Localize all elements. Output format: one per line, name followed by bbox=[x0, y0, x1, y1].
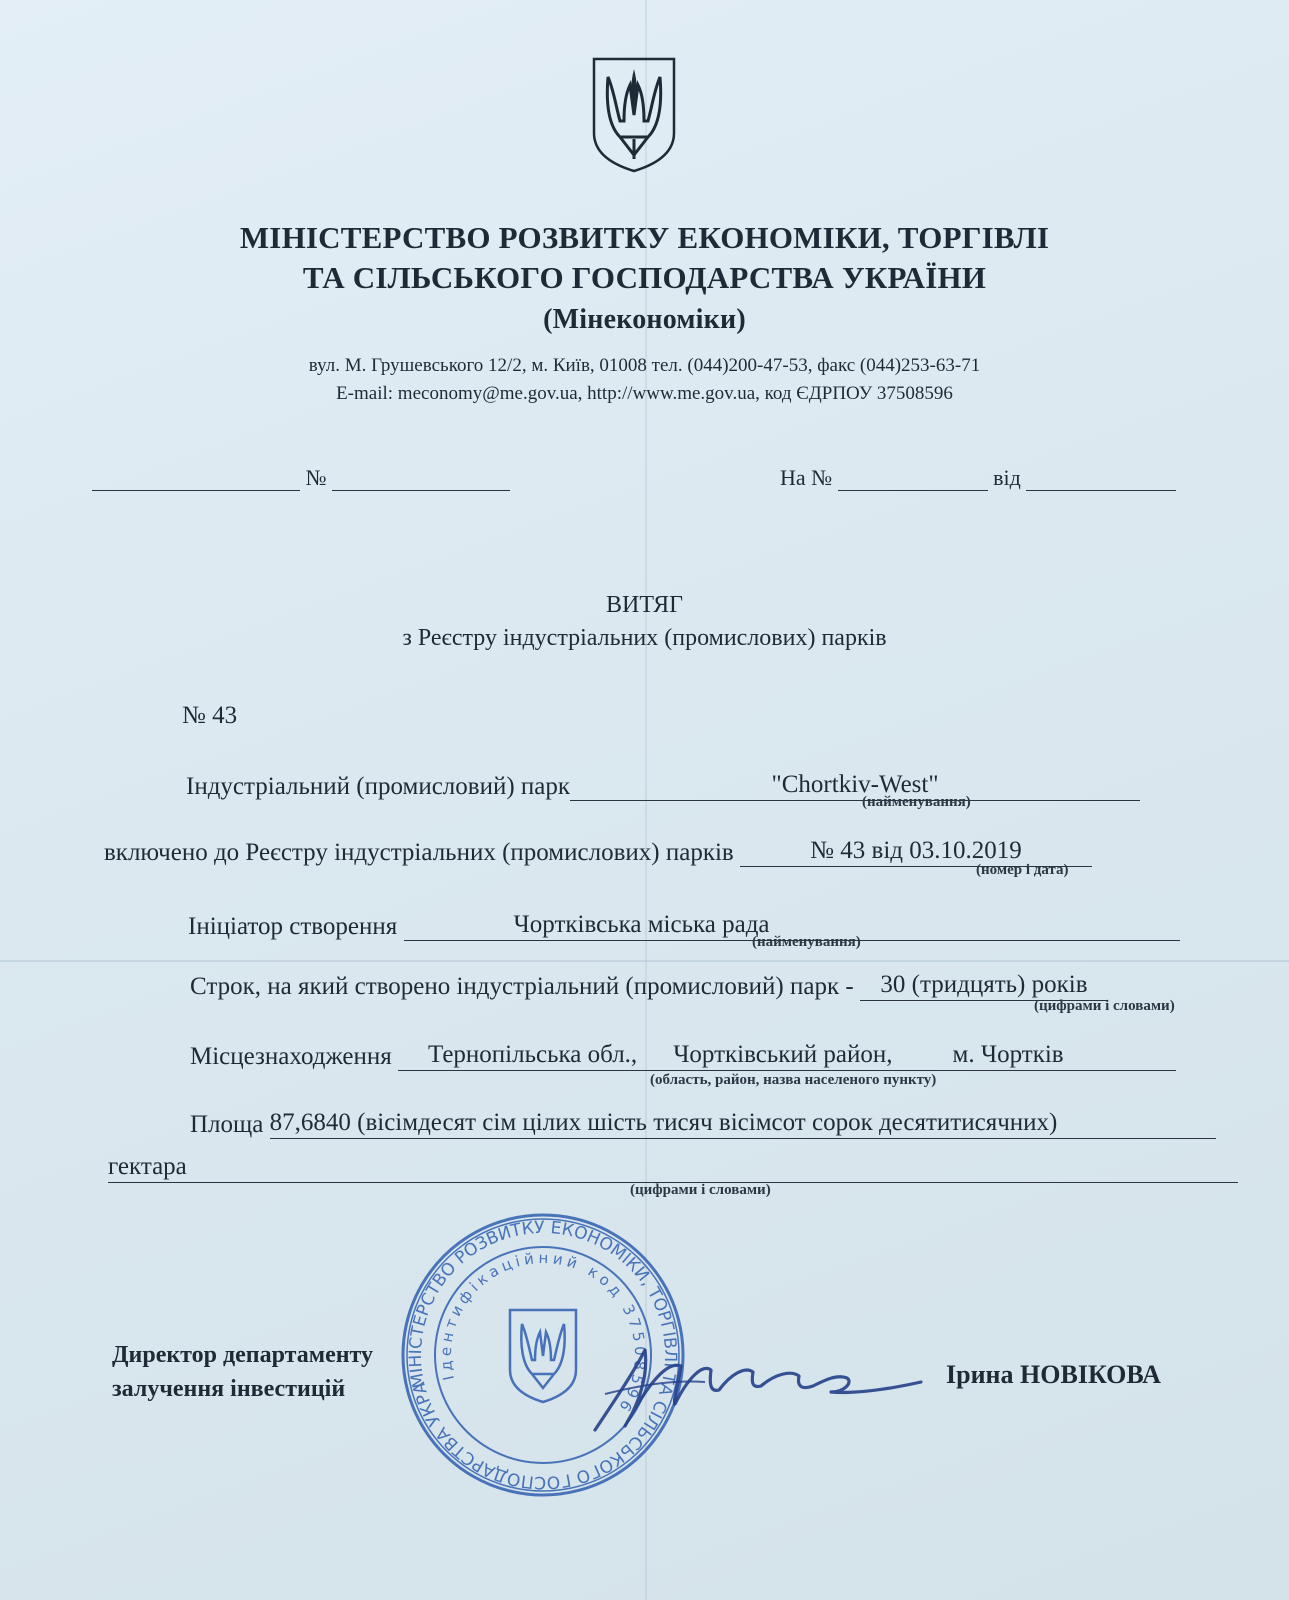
extract-number: № 43 bbox=[182, 702, 238, 729]
park-name-value: "Chortkiv-West" bbox=[570, 770, 1140, 801]
number-blank bbox=[332, 470, 510, 491]
signatory-position bbox=[112, 1338, 373, 1406]
term-hint: (цифрами і словами) bbox=[1034, 998, 1175, 1014]
handwritten-signature bbox=[585, 1330, 925, 1440]
location-city: м. Чортків bbox=[952, 1041, 1064, 1068]
position-line1: Директор департаменту bbox=[112, 1342, 374, 1368]
area-unit: гектара bbox=[108, 1152, 1238, 1183]
stamp-inner-text: Ідентифікаційний код 37508596 bbox=[436, 1248, 650, 1418]
document-subtitle: з Реєстру індустріальних (промислових) парків bbox=[402, 625, 887, 651]
initiator-label: Ініціатор створення bbox=[188, 913, 398, 940]
term-label: Строк, на який створено індустріальний (промисловий) парк - bbox=[190, 973, 854, 1000]
area-hint: (цифрами і словами) bbox=[630, 1182, 771, 1198]
area-label: Площа bbox=[190, 1111, 264, 1138]
park-row bbox=[186, 770, 1140, 801]
initiator-row bbox=[188, 910, 1180, 941]
location-region: Тернопільська обл., bbox=[428, 1041, 638, 1068]
address-line: вул. М. Грушевського 12/2, м. Київ, 01008 тел. (044)200-47-53, факс (044)253-63-71 bbox=[308, 355, 981, 376]
reply-date-blank bbox=[1026, 470, 1176, 491]
register-value: № 43 від 03.10.2019 bbox=[740, 836, 1092, 867]
initiator-hint: (найменування) bbox=[752, 934, 861, 950]
reply-number-blank bbox=[838, 470, 988, 491]
from-label: від bbox=[993, 465, 1021, 490]
area-value: 87,6840 (вісімдесят сім цілих шість тисяч вісімсот сорок десятитисячних) bbox=[270, 1108, 1216, 1139]
park-hint: (найменування) bbox=[862, 794, 971, 810]
contacts-line: E-mail: meconomy@me.gov.ua, http://www.me.gov.ua, код ЄДРПОУ 37508596 bbox=[336, 383, 953, 404]
location-hint: (область, район, назва населеного пункту) bbox=[650, 1072, 937, 1088]
term-value: 30 (тридцять) років bbox=[860, 970, 1108, 1001]
term-row bbox=[190, 970, 1108, 1001]
location-district: Чортківський район, bbox=[673, 1041, 893, 1068]
register-hint: (номер і дата) bbox=[976, 862, 1069, 878]
park-label: Індустріальний (промисловий) парк bbox=[186, 773, 571, 800]
location-value bbox=[398, 1040, 1176, 1071]
number-sign: № bbox=[305, 465, 327, 490]
document-title: ВИТЯГ bbox=[606, 592, 683, 618]
coat-of-arms-icon bbox=[590, 55, 678, 175]
area-row bbox=[190, 1108, 1216, 1139]
date-blank bbox=[92, 470, 300, 491]
initiator-value: Чортківська міська рада bbox=[404, 910, 1180, 941]
register-label: включено до Реєстру індустріальних (промислових) парків bbox=[104, 839, 734, 866]
ministry-name-line2: ТА СІЛЬСЬКОГО ГОСПОДАРСТВА УКРАЇНИ bbox=[302, 260, 987, 295]
location-label: Місцезнаходження bbox=[190, 1043, 392, 1070]
stamp-trident-icon bbox=[510, 1310, 576, 1402]
register-row bbox=[104, 836, 1092, 867]
stamp-outer-text: МІНІСТЕРСТВО РОЗВИТКУ ЕКОНОМІКИ, ТОРГІВЛІ ТА СІЛЬСЬКОГО ГОСПОДАРСТВА УКРАЇНИ bbox=[405, 1217, 681, 1493]
ministry-name-line1: МІНІСТЕРСТВО РОЗВИТКУ ЕКОНОМІКИ, ТОРГІВЛІ bbox=[239, 220, 1050, 255]
ministry-short-name: (Мінекономіки) bbox=[543, 304, 746, 335]
area-unit-row bbox=[108, 1152, 1238, 1183]
signatory-name: Ірина НОВІКОВА bbox=[946, 1360, 1161, 1389]
reply-label: На № bbox=[780, 465, 833, 490]
incoming-reference bbox=[780, 465, 1176, 491]
location-row bbox=[190, 1040, 1176, 1071]
position-line2: залучення інвестицій bbox=[112, 1376, 346, 1402]
outgoing-reference bbox=[92, 465, 510, 491]
